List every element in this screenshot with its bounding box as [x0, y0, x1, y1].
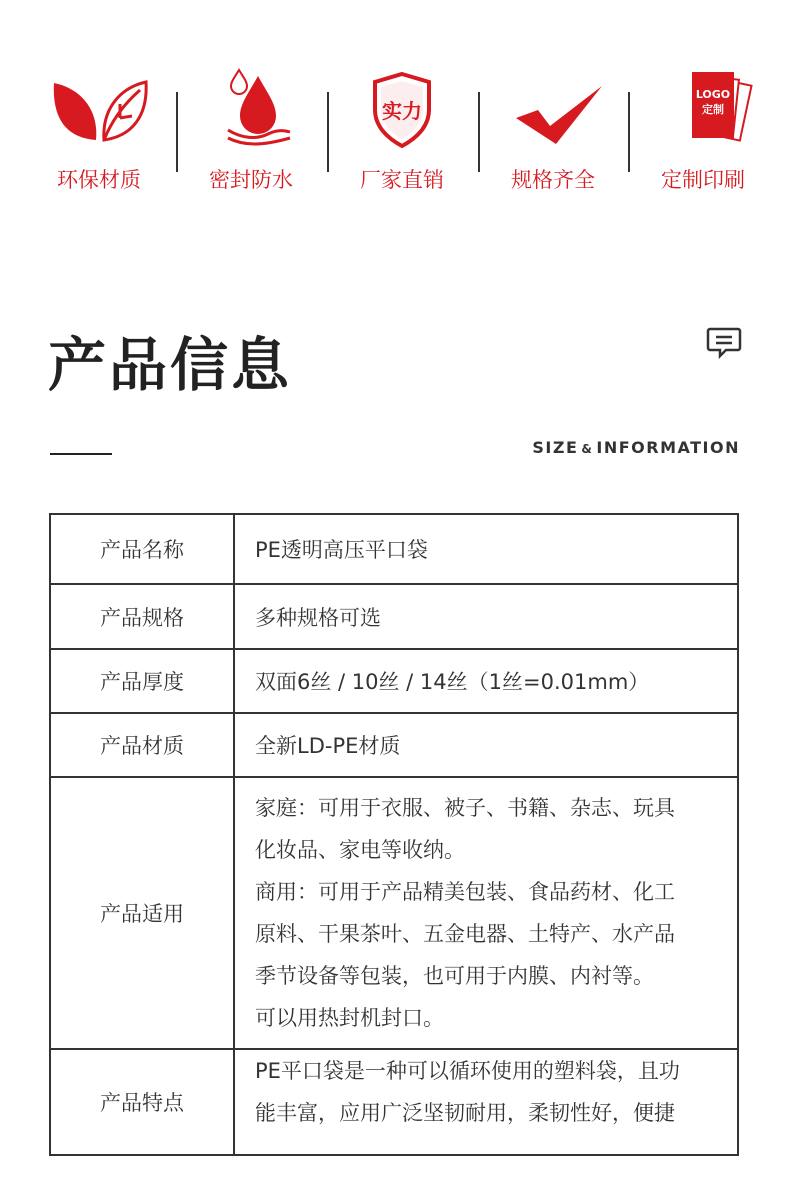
row-key: 产品规格	[50, 584, 234, 649]
feature-label: 规格齐全	[511, 168, 595, 192]
comment-icon	[706, 326, 742, 364]
logo-cards-icon	[648, 68, 758, 148]
feature-sealed-waterproof	[176, 68, 326, 198]
feature-custom-print	[628, 68, 778, 198]
value-line: 季节设备等包装，也可用于内膜、内衬等。	[255, 964, 654, 988]
checkmark-icon	[498, 68, 608, 148]
table-row	[50, 777, 738, 1049]
subtitle-amp: &	[581, 442, 594, 456]
svg-text:LOGO: LOGO	[695, 88, 731, 101]
value-line: 原料、干果茶叶、五金电器、土特产、水产品	[255, 922, 675, 946]
value-line: 可以用热封机封口。	[255, 1006, 444, 1030]
value-line: 能丰富，应用广泛坚韧耐用，柔韧性好，便捷	[255, 1101, 675, 1125]
table-row	[50, 713, 738, 777]
row-value	[234, 777, 738, 1049]
row-key: 产品材质	[50, 713, 234, 777]
svg-text:定制: 定制	[702, 103, 724, 116]
row-value: 多种规格可选	[234, 584, 738, 649]
leaf-icon	[44, 68, 154, 148]
svg-text:实力: 实力	[382, 99, 422, 123]
section-underline	[50, 453, 112, 455]
row-value: PE透明高压平口袋	[234, 514, 738, 584]
value-line: PE平口袋是一种可以循环使用的塑料袋，且功	[255, 1059, 680, 1083]
value-line: 家庭：可用于衣服、被子、书籍、杂志、玩具	[255, 796, 675, 820]
row-key: 产品适用	[50, 777, 234, 1049]
shield-icon	[347, 68, 457, 148]
product-info-table	[49, 513, 739, 1156]
value-line: 商用：可用于产品精美包装、食品药材、化工	[255, 880, 675, 904]
section-title: 产品信息	[48, 331, 293, 399]
feature-full-sizes	[478, 68, 628, 198]
row-value	[234, 1049, 738, 1155]
feature-label: 环保材质	[57, 168, 141, 192]
row-key: 产品厚度	[50, 649, 234, 713]
feature-label: 厂家直销	[360, 168, 444, 192]
row-value: 全新LD-PE材质	[234, 713, 738, 777]
feature-strip	[0, 0, 790, 230]
feature-eco-material	[24, 68, 174, 198]
table-row	[50, 649, 738, 713]
section-subtitle	[532, 438, 740, 457]
feature-factory-direct	[327, 68, 477, 198]
water-drop-icon	[196, 68, 306, 148]
row-value: 双面6丝 / 10丝 / 14丝（1丝=0.01mm）	[234, 649, 738, 713]
value-line: 化妆品、家电等收纳。	[255, 838, 465, 862]
row-key: 产品特点	[50, 1049, 234, 1155]
row-key: 产品名称	[50, 514, 234, 584]
table-row	[50, 1049, 738, 1155]
feature-label: 密封防水	[209, 168, 293, 192]
table-row	[50, 514, 738, 584]
subtitle-size: SIZE	[532, 438, 579, 457]
feature-label: 定制印刷	[661, 168, 745, 192]
subtitle-information: INFORMATION	[596, 438, 740, 457]
table-row	[50, 584, 738, 649]
